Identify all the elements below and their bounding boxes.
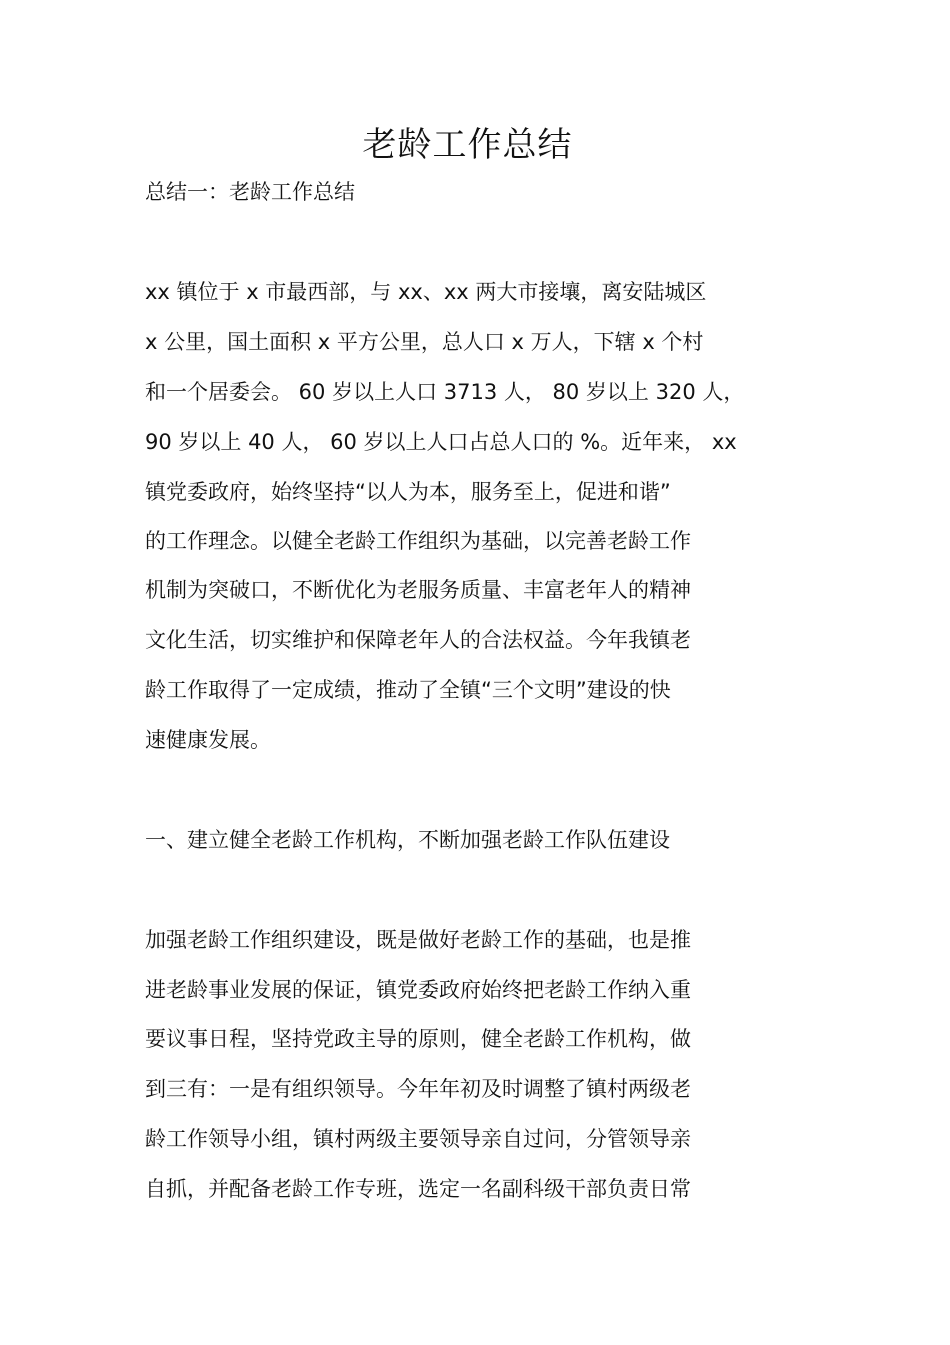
section-heading: 一、建立健全老龄工作机构，不断加强老龄工作队伍建设 [145,828,670,852]
document-title: 老龄工作总结 [362,125,573,165]
paragraph-line: 90 岁以上 40 人， 60 岁以上人口占总人口的 %。近年来， xx [145,430,737,454]
document-subtitle: 总结一：老龄工作总结 [145,180,355,204]
paragraph-line: x 公里，国土面积 x 平方公里，总人口 x 万人，下辖 x 个村 [145,330,704,354]
paragraph-line: 要议事日程，坚持党政主导的原则，健全老龄工作机构，做 [145,1027,691,1051]
paragraph-line: 文化生活，切实维护和保障老年人的合法权益。今年我镇老 [145,628,691,652]
paragraph-line: 机制为突破口，不断优化为老服务质量、丰富老年人的精神 [145,578,691,602]
paragraph-line: 和一个居委会。 60 岁以上人口 3713 人， 80 岁以上 320 人， [145,380,745,404]
paragraph-line: 自抓，并配备老龄工作专班，选定一名副科级干部负责日常 [145,1177,691,1201]
paragraph-line: 进老龄事业发展的保证，镇党委政府始终把老龄工作纳入重 [145,978,691,1002]
paragraph-line: 龄工作取得了一定成绩，推动了全镇“三个文明”建设的快 [145,678,671,702]
paragraph-line: 到三有：一是有组织领导。今年年初及时调整了镇村两级老 [145,1077,691,1101]
paragraph-line: 龄工作领导小组，镇村两级主要领导亲自过问，分管领导亲 [145,1127,691,1151]
paragraph-line: 速健康发展。 [145,728,271,752]
paragraph-line: 的工作理念。以健全老龄工作组织为基础，以完善老龄工作 [145,529,691,553]
paragraph-line: 加强老龄工作组织建设，既是做好老龄工作的基础，也是推 [145,928,691,952]
paragraph-line: xx 镇位于 x 市最西部，与 xx、xx 两大市接壤，离安陆城区 [145,280,707,304]
paragraph-line: 镇党委政府，始终坚持“以人为本，服务至上，促进和谐” [145,480,671,504]
